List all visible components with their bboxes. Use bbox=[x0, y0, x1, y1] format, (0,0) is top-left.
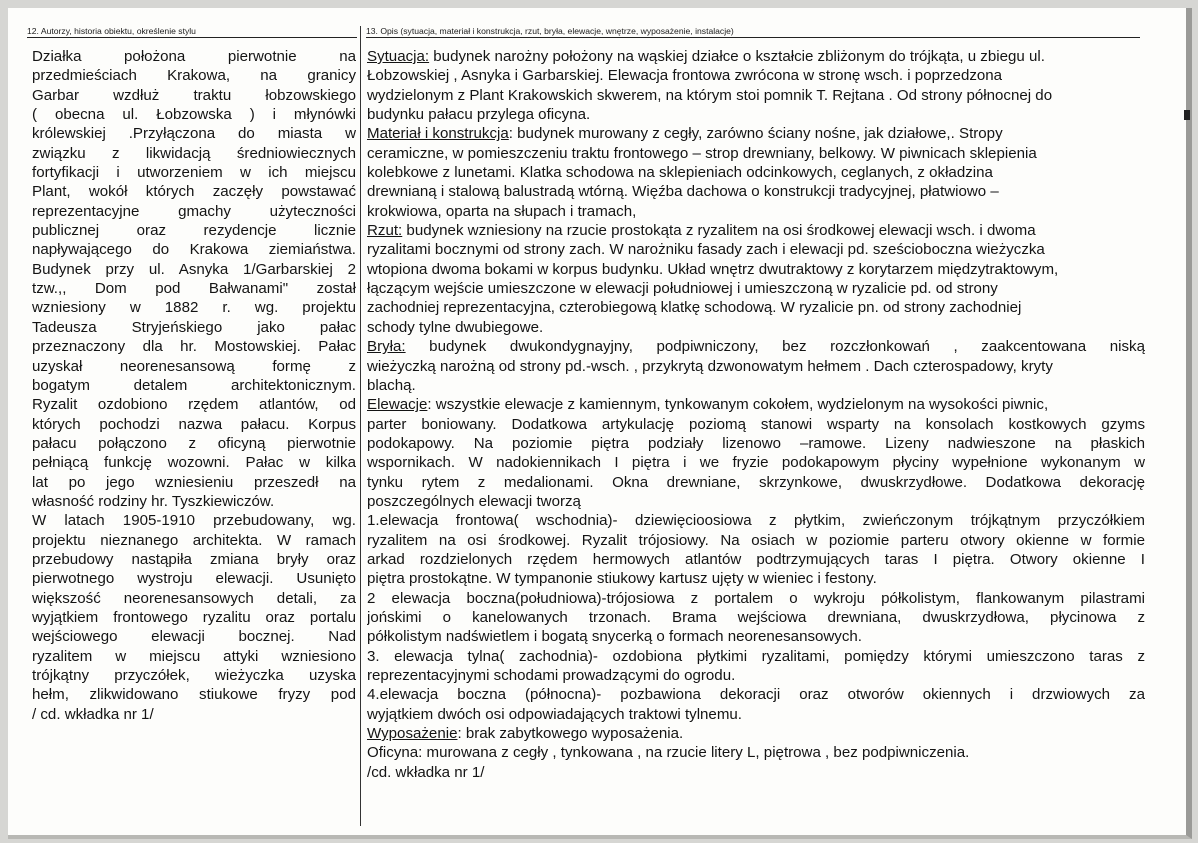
history-line: Plant, wokół których zaczęły powstawać bbox=[32, 183, 356, 201]
description-text: : brak zabytkowego wyposażenia. bbox=[457, 725, 684, 743]
history-line: pierwotnego wystroju elewacji. Usunięto bbox=[32, 570, 356, 588]
description-text: półkolistym nadświetlem i bogatą snycerką o formach neorenesansowych. bbox=[367, 628, 862, 646]
description-text: wspornikach. W nadokiennikach I piętra i we fryzie podokapowym płyciny wypełnione wykonanym w bbox=[367, 454, 1145, 472]
description-line bbox=[367, 376, 1145, 395]
description-text: wyjątkiem dwóch osi odpowiadających traktowi tylnemu. bbox=[367, 705, 742, 723]
description-text: blachą. bbox=[367, 376, 416, 394]
description-line bbox=[367, 105, 1145, 124]
description-text: poszczególnych elewacji tworzą bbox=[367, 492, 581, 510]
description-line bbox=[367, 163, 1145, 182]
description-text: Oficyna: murowana z cegły , tynkowana , na rzucie litery L, piętrowa , bez podpiwniczenia. bbox=[367, 744, 970, 762]
description-line bbox=[367, 589, 1145, 608]
description-text: zachodniej reprezentacyjna, czterobiegową klatkę schodową. W ryzalicie pn. od strony zachodniej bbox=[367, 299, 1022, 317]
history-line: których pochodzi nazwa pałacu. Korpus bbox=[32, 415, 356, 433]
section-label: Rzut: bbox=[367, 222, 403, 240]
description-line bbox=[367, 357, 1145, 376]
description-text: budynek narożny położony na wąskiej działce o kształcie zbliżonym do trójkąta, u zbiegu ul. bbox=[429, 48, 1045, 65]
description-text: Łobzowskiej , Asnyka i Garbarskiej. Elewacja frontowa zwrócona w stronę wsch. i poprzedzona bbox=[367, 67, 1003, 85]
description-line bbox=[367, 124, 1145, 143]
description-line bbox=[367, 260, 1145, 279]
history-line: wejściowego elewacji bocznej. Nad bbox=[32, 628, 356, 646]
description-line bbox=[367, 550, 1145, 569]
description-text: budynku pałacu przylega oficyna. bbox=[367, 106, 591, 124]
description-line bbox=[367, 511, 1145, 530]
history-line: napływającego do Krakowa ziemiaństwa. bbox=[32, 241, 356, 259]
description-line bbox=[367, 569, 1145, 588]
description-line bbox=[367, 47, 1145, 66]
description-line bbox=[367, 86, 1145, 105]
description-text: 3. elewacja tylna( zachodnia)- ozdobiona płytkimi ryzalitami, pomiędzy którymi umieszczono taras z bbox=[367, 647, 1145, 665]
section-label: Elewacje bbox=[367, 396, 428, 414]
description-line bbox=[367, 434, 1145, 453]
section-12-header: 12. Autorzy, historia obiektu, określenie stylu bbox=[27, 26, 357, 38]
description-text: piętra prostokątne. W tympanonie stiukowy kartusz ujęty w wieniec i festony. bbox=[367, 570, 877, 588]
history-line: / cd. wkładka nr 1/ bbox=[32, 705, 154, 723]
history-line: ( obecna ul. Łobzowska ) i młynówki bbox=[32, 106, 356, 124]
history-line: uzyskał neorenesansową formę z bbox=[32, 357, 356, 375]
description-line bbox=[367, 66, 1145, 85]
history-line: bogatym detalem architektonicznym. bbox=[32, 376, 356, 394]
history-line: wyjątkiem frontowego ryzalitu oraz portalu bbox=[32, 608, 356, 626]
history-column bbox=[32, 47, 356, 724]
description-text: /cd. wkładka nr 1/ bbox=[367, 763, 485, 781]
description-text: ceramiczne, w pomieszczeniu traktu frontowego – strop drewniany, belkowy. W piwnicach sklepienia bbox=[367, 144, 1037, 162]
section-13-header: 13. Opis (sytuacja, materiał i konstrukcja, rzut, bryła, elewacje, wnętrze, wyposażenie, instalacje) bbox=[366, 26, 1140, 38]
description-line bbox=[367, 415, 1145, 434]
description-line bbox=[367, 627, 1145, 646]
description-line bbox=[367, 685, 1145, 704]
description-line bbox=[367, 395, 1145, 414]
description-text: kolebkowe z lunetami. Klatka schodowa na sklepieniach odcinkowych, ceglanych, z okładzina bbox=[367, 164, 993, 182]
history-line: przebudowy nastąpiła zmiana bryły oraz bbox=[32, 550, 356, 568]
description-line bbox=[367, 473, 1145, 492]
history-line: królewskiej .Przyłączona do miasta w bbox=[32, 125, 356, 143]
description-line bbox=[367, 492, 1145, 511]
section-label: Bryła: bbox=[367, 338, 406, 356]
history-line: tzw.,, Dom pod Bałwanami" został bbox=[32, 280, 356, 298]
description-text: : budynek murowany z cegły, zarówno ściany nośne, jak działowe,. Stropy bbox=[508, 125, 1003, 143]
description-text: : wszystkie elewacje z kamiennym, tynkowanym cokołem, wydzielonym na wysokości piwnic, bbox=[427, 396, 1049, 414]
history-line: własność rodziny hr. Tyszkiewiczów. bbox=[32, 492, 275, 510]
description-text: podokapowy. Na poziomie piętra podziały lizenowo –ramowe. Lizeny nadwieszone na płaskich bbox=[367, 434, 1145, 452]
history-line: Tadeusza Stryjeńskiego jako pałac bbox=[32, 318, 356, 336]
description-text: wydzielonym z Plant Krakowskich skwerem, na którym stoi pomnik T. Rejtana . Od strony północnej do bbox=[367, 86, 1053, 104]
history-line: wzniesiony w 1882 r. wg. projektu bbox=[32, 299, 356, 317]
history-line: Budynek przy ul. Asnyka 1/Garbarskiej 2 bbox=[32, 260, 356, 278]
history-line: większość neorenesansowych detali, za bbox=[32, 589, 356, 607]
history-line: przedmieściach Krakowa, na granicy bbox=[32, 67, 356, 85]
description-line bbox=[367, 318, 1145, 337]
history-line: Działka położona pierwotnie na bbox=[32, 48, 356, 65]
description-text: parter boniowany. Dodatkowa artykulację poziomą stanowi wsparty na konsolach kostkowych gzyms bbox=[367, 415, 1145, 433]
history-line: hełm, zlikwidowano stiukowe fryzy pod bbox=[32, 686, 356, 704]
description-line bbox=[367, 743, 1145, 762]
description-line bbox=[367, 531, 1145, 550]
description-text: tynku rytem z medalionami. Okna drewniane, skrzynkowe, dwuskrzydłowe. Dodatkowa dekorację bbox=[367, 473, 1145, 491]
description-line bbox=[367, 666, 1145, 685]
history-line: projektu nieznanego architekta. W ramach bbox=[32, 531, 356, 549]
description-text: 2 elewacja boczna(południowa)-trójosiowa z portalem o wykroju półkolistym, flankowanym pilastrami bbox=[367, 589, 1145, 607]
description-text: ryzalitem na osi środkowej. Ryzalit trójosiowy. Na osiach w poziomie parteru otwory okienne w formie bbox=[367, 531, 1145, 549]
description-text: wieżyczką narożną od strony pd.-wsch. , przykrytą dzwonowatym hełmem . Dach czterospadowy, kryty bbox=[367, 357, 1053, 375]
description-text: budynek dwukondygnayjny, podpiwniczony, bez rozczłonkowań , zaakcentowana niską bbox=[405, 338, 1145, 356]
description-text: łączącym wejście umieszczone w elewacji południowej i umieszczoną w ryzalicie pd. od strony bbox=[367, 280, 998, 298]
description-line bbox=[367, 182, 1145, 201]
description-text: jońskimi o kanelowanych trzonach. Brama wejściowa drewniana, dwuskrzydłowa, płycinowa z bbox=[367, 608, 1145, 626]
history-line: ryzalitem w miejscu attyki wzniesiono bbox=[32, 647, 356, 665]
history-line: fortyfikacji i utworzeniem w ich miejscu bbox=[32, 164, 356, 182]
history-line: lat po jego wzniesieniu przeszedł na bbox=[32, 473, 356, 491]
description-line bbox=[367, 647, 1145, 666]
description-text: wtopiona dwoma bokami w korpus budynku. Układ wnętrz dwutraktowy z korytarzem międzytraktowym, bbox=[367, 260, 1059, 278]
description-line bbox=[367, 279, 1145, 298]
description-line bbox=[367, 724, 1145, 743]
description-line bbox=[367, 221, 1145, 240]
description-line bbox=[367, 453, 1145, 472]
history-line: pałacu połączono z oficyną pierwotnie bbox=[32, 434, 356, 452]
description-line bbox=[367, 240, 1145, 259]
history-line: przeznaczony dla hr. Mostowskiej. Pałac bbox=[32, 338, 356, 356]
description-line bbox=[367, 298, 1145, 317]
history-line: pełniącą funkcję wozowni. Pałac w kilka bbox=[32, 454, 356, 472]
section-label: Materiał i konstrukcja bbox=[367, 125, 509, 143]
history-line: publicznej oraz rezydencje licznie bbox=[32, 222, 356, 240]
history-line: W latach 1905-1910 przebudowany, wg. bbox=[32, 512, 356, 530]
section-label: Wyposażenie bbox=[367, 725, 458, 743]
description-text: 4.elewacja boczna (północna)- pozbawiona dekoracji oraz otworów okiennych i drzwiowych za bbox=[367, 686, 1145, 704]
history-line: związku z likwidacją średniowiecznych bbox=[32, 144, 356, 162]
description-text: schody tylne dwubiegowe. bbox=[367, 318, 544, 336]
history-line: trójkątny przyczółek, wieżyczka uzyska bbox=[32, 667, 356, 684]
description-text: budynek wzniesiony na rzucie prostokąta z ryzalitem na osi środkowej elewacji wsch. i dwoma bbox=[402, 222, 1036, 240]
section-label: Sytuacja: bbox=[367, 48, 430, 65]
description-text: ryzalitami bocznymi od strony zach. W narożniku fasady zach i elewacji pd. sześcioboczna wieżyczka bbox=[367, 241, 1045, 259]
history-line: Ryzalit ozdobiono rzędem atlantów, od bbox=[32, 396, 356, 414]
description-line bbox=[367, 608, 1145, 627]
description-text: arkad rozdzielonych rzędem hermowych atlantów podtrzymujących taras I piętra. Otwory okienne I bbox=[367, 550, 1145, 568]
column-divider bbox=[360, 26, 361, 826]
description-line bbox=[367, 337, 1145, 356]
description-line bbox=[367, 144, 1145, 163]
history-line: reprezentacyjne gmachy użyteczności bbox=[32, 202, 356, 220]
description-line bbox=[367, 763, 1145, 782]
scan-mark bbox=[1184, 110, 1190, 120]
history-line: Garbar wzdłuż traktu łobzowskiego bbox=[32, 86, 356, 104]
description-text: drewnianą i stalową balustradą wtórną. Więźba dachowa o konstrukcji tradycyjnej, płatwiowo – bbox=[367, 183, 999, 201]
description-text: krokwiowa, oparta na słupach i tramach, bbox=[367, 202, 637, 220]
description-line bbox=[367, 705, 1145, 724]
description-line bbox=[367, 202, 1145, 221]
description-column bbox=[367, 47, 1145, 782]
description-text: reprezentacyjnymi schodami prowadzącymi do ogrodu. bbox=[367, 667, 736, 684]
description-text: 1.elewacja frontowa( wschodnia)- dziewięcioosiowa z płytkim, zwieńczonym trójkątnym przyczółkiem bbox=[367, 512, 1145, 530]
